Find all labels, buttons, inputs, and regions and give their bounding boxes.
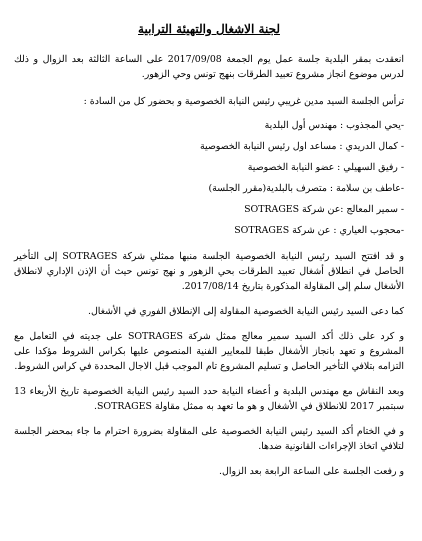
attendee-item: -عاطف بن سلامة : متصرف بالبلدية(مقرر الجلسة) (208, 183, 404, 194)
attendee-item: -يحي المجذوب : مهندس أول البلدية (264, 120, 404, 131)
attendees-list (14, 115, 404, 241)
closing-paragraph: و في الختام أكد السيد رئيس النيابة الخصوصية على المقاولة بضرورة احترام ما جاء بمحضر الجلسة لتلافي اتخاذ الإجراءات القانونية ضدها. (14, 426, 404, 452)
discussion-paragraph: وبعد النقاش مع مهندس البلدية و أعضاء النيابة حدد السيد رئيس النيابة الخصوصية تاريخ الأربعاء 13 سبتمبر 2017 للانطلاق في الأشغال و هو ما تعهد به ممثل مقاولة SOTRAGES. (14, 386, 404, 412)
attendee-item: - رفيق السهيلي : عضو النيابة الخصوصية (247, 162, 404, 173)
intro-paragraph: انعقدت بمقر البلدية جلسة عمل يوم الجمعة 2017/09/08 على الساعة الثالثة بعد الزوال و ذلك لدرس موضوع انجاز مشروع تعبيد الطرقات بنهج تونس وحي الزهور. (14, 54, 405, 80)
attendee-item: -محجوب العياري : عن شركة SOTRAGES (234, 225, 404, 236)
invite-paragraph: كما دعى السيد رئيس النيابة الخصوصية المقاولة إلى الإنطلاق الفوري في الأشغال. (88, 306, 404, 317)
document-title: لجنة الاشغال والتهيئة الترابية (138, 22, 280, 36)
sotrages-paragraph: و كرد على ذلك أكد السيد سمير معالج ممثل شركة SOTRAGES على جديته في التعامل مع المشروع و تعهد بانجاز الأشغال طبقا للمعايير الفنية المنصوص عليها بكراس الشروط مؤكدا على التزامه بتلافي التأخير الحاصل و تسليم المشروع تام الموجب قبل الاجال المحددة في كراس الشروط. (14, 331, 404, 372)
attendee-item: - كمال الدريدي : مساعد اول رئيس النيابة الخصوصية (199, 141, 404, 152)
presence-paragraph: ترأس الجلسة السيد مدين غريبي رئيس النيابة الخصوصية و بحضور كل من السادة : (83, 96, 404, 107)
attendee-item: - سمير المعالج :عن شركة SOTRAGES (244, 204, 404, 215)
opening-paragraph: و قد افتتح السيد رئيس النيابة الخصوصية الجلسة منبها ممثلي شركة SOTRAGES إلى التأخير الحاصل في انطلاق أشغال تعبيد الطرقات بحي الزهور و نهج تونس حيث أن الإذن الإداري لانطلاق الأشغال سلم إلى المقاولة المذكورة بتاريخ 2017/08/14. (14, 251, 404, 292)
end-paragraph: و رفعت الجلسة على الساعة الرابعة بعد الزوال. (219, 466, 404, 477)
